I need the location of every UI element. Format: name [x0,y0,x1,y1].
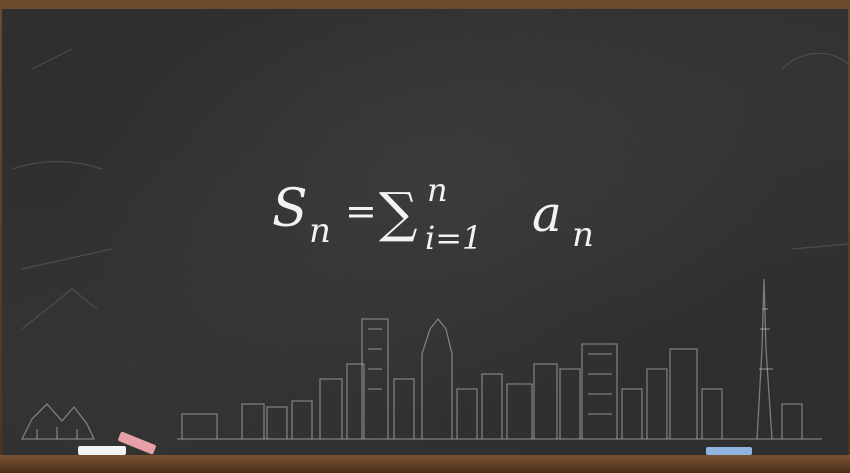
formula-term-subscript: n [572,215,594,255]
formula-sigma: ∑ [379,181,418,244]
formula-upper-limit: n [427,171,448,209]
formula-subscript-n: n [309,211,331,251]
formula-equals: = [345,189,377,233]
formula-lower-limit: i=1 [425,219,483,257]
white-chalk [78,446,126,455]
formula-symbol-s: S [272,179,308,239]
formula-term-a: a [532,185,562,243]
summation-formula [267,171,627,269]
chalk-tray [0,455,850,473]
blue-chalk [706,447,752,455]
chalkboard [2,9,848,455]
